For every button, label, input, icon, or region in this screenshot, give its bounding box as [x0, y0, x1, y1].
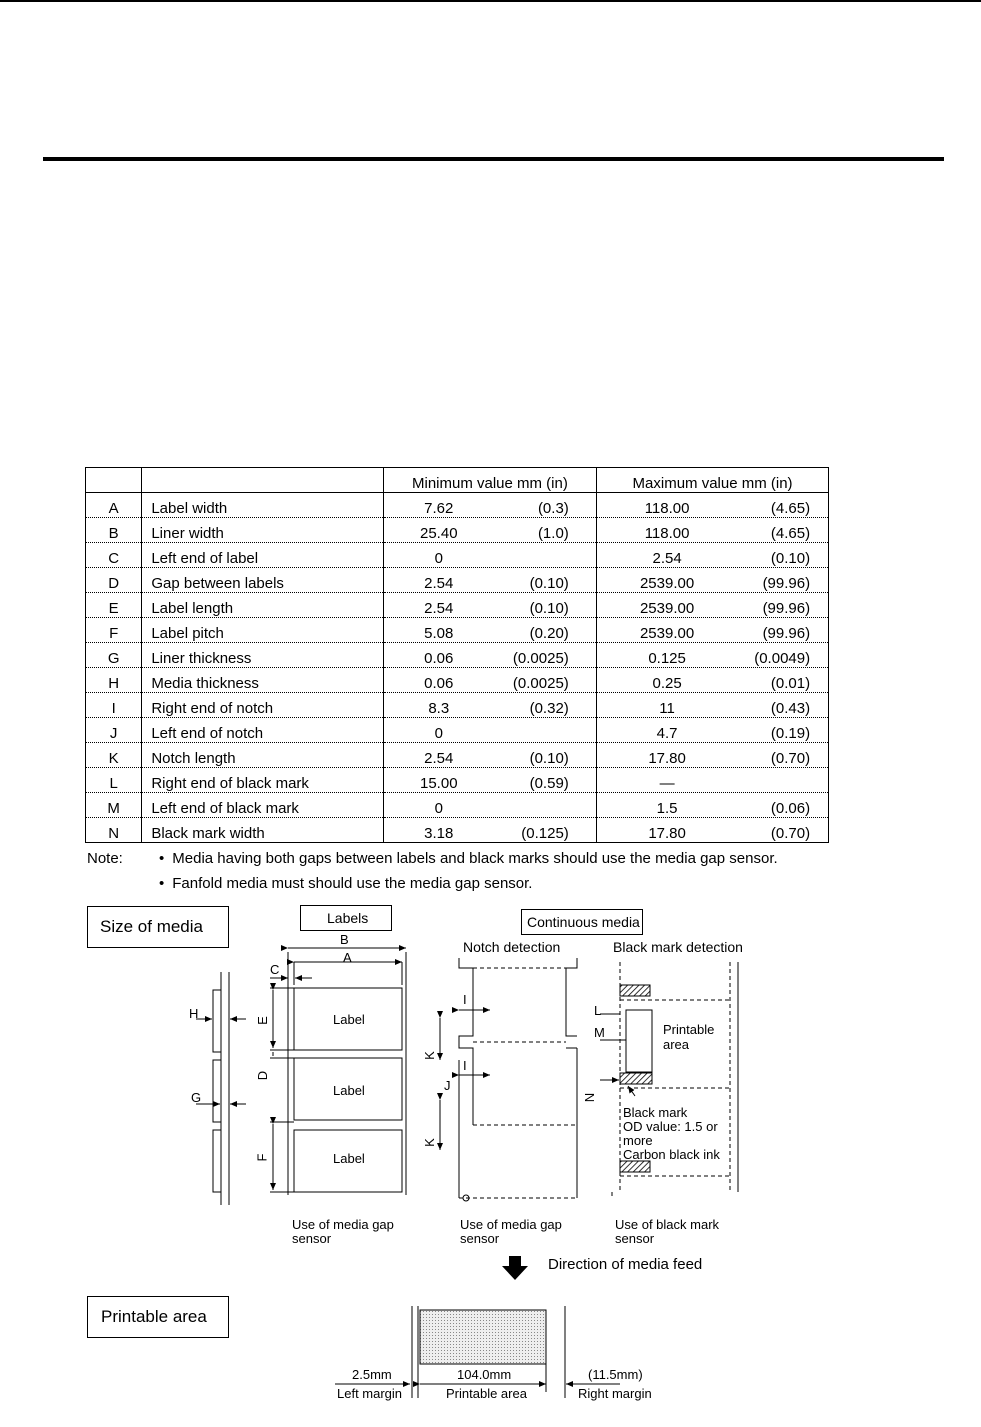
row-name-text: Notch length [151, 750, 236, 767]
max-mm: 17.80 [648, 750, 686, 767]
use-gap-2-b: sensor [460, 1231, 500, 1246]
min-mm: 2.54 [424, 575, 454, 592]
min-in: (0.3) [537, 500, 569, 517]
row-name-text: Right end of notch [151, 700, 274, 717]
row-id-text: J [109, 725, 118, 742]
max-in: (99.96) [762, 575, 811, 592]
row-id-text: B [108, 525, 119, 542]
printable-value: 104.0mm [457, 1367, 512, 1382]
max-in: (99.96) [762, 625, 811, 642]
letter-m: M [594, 1025, 605, 1040]
header-min: Minimum value mm (in) [383, 468, 596, 493]
black-mark-detection-label: Black mark detection [613, 939, 743, 955]
note-label: Note: [87, 850, 123, 867]
min-in: (0.10) [529, 600, 569, 617]
max-mm: 118.00 [644, 525, 690, 542]
row-name-text: Label length [151, 600, 234, 617]
letter-l: L [594, 1003, 602, 1018]
max-mm: 2539.00 [639, 575, 695, 592]
row-name-text: Right end of black mark [151, 775, 309, 792]
min-mm: 15.00 [420, 775, 458, 792]
min-mm: 2.54 [424, 600, 454, 617]
max-in: (0.43) [770, 700, 811, 717]
max-mm: 4.7 [656, 725, 678, 742]
row-id-text: I [111, 700, 116, 717]
letter-i2: I [463, 1058, 467, 1073]
letter-d: D [255, 1070, 271, 1081]
min-mm: 0 [434, 800, 443, 817]
max-mm: 2539.00 [639, 600, 695, 617]
row-id-text: K [108, 750, 119, 767]
min-mm: 0.06 [424, 650, 454, 667]
notch-media [440, 958, 577, 1201]
row-id-text: G [107, 650, 120, 667]
max-mm: 118.00 [644, 500, 690, 517]
printable-area-title: Printable area [101, 1307, 207, 1326]
size-of-media-title: Size of media [100, 917, 203, 936]
continuous-media-title: Continuous media [527, 914, 640, 930]
label-2: Label [333, 1083, 365, 1098]
note-item: • Media having both gaps between labels and black marks should use the media gap sensor. [159, 846, 859, 871]
min-in: (0.10) [529, 750, 569, 767]
header-max: Maximum value mm (in) [597, 468, 829, 493]
row-name-text: Label pitch [151, 625, 224, 642]
letter-k: K [421, 1051, 437, 1060]
printable-area-box [87, 1296, 229, 1338]
labels-box [300, 905, 392, 931]
use-black-b: sensor [615, 1231, 655, 1246]
left-margin-label: Left margin [337, 1386, 403, 1401]
row-name-text: Liner width [151, 525, 224, 542]
min-mm: 0 [434, 725, 443, 742]
labels-title: Labels [327, 910, 369, 926]
min-in: (0.0025) [512, 650, 569, 667]
row-id-text: H [108, 675, 120, 692]
max-mm: 1.5 [656, 800, 678, 817]
row-name-text: Gap between labels [151, 575, 284, 592]
max-in: (0.06) [770, 800, 811, 817]
min-in: (0.32) [529, 700, 569, 717]
black-mark-desc-1: Black mark [623, 1105, 688, 1120]
row-id-text: D [108, 575, 120, 592]
row-id-text: M [107, 800, 120, 817]
max-in: (0.19) [770, 725, 811, 742]
black-mark-desc-3: more [623, 1133, 653, 1148]
black-mark-desc-2: OD value: 1.5 or [623, 1119, 718, 1134]
letter-i: I [463, 992, 467, 1007]
use-gap-2-a: Use of media gap [460, 1217, 562, 1232]
printable-figure [335, 1306, 620, 1398]
letter-k2: K [421, 1138, 437, 1147]
right-margin-label: Right margin [578, 1386, 652, 1401]
min-in: (1.0) [537, 525, 569, 542]
max-mm: — [659, 775, 675, 792]
max-in: (4.65) [770, 525, 811, 542]
note-item: • Fanfold media must should use the media gap sensor. [159, 871, 859, 896]
min-in: (0.20) [529, 625, 569, 642]
row-id-text: A [108, 500, 119, 517]
printable-text-2: area [663, 1037, 690, 1052]
printable-text-1: Printable [663, 1022, 715, 1037]
black-mark-desc-4: Carbon black ink [623, 1147, 720, 1162]
down-arrow-icon [502, 1256, 528, 1280]
continuous-media-box [521, 909, 643, 935]
max-mm: 0.25 [652, 675, 682, 692]
use-gap-1-b: sensor [292, 1231, 332, 1246]
row-name-text: Left end of black mark [151, 800, 299, 817]
row-id-text: N [108, 825, 120, 842]
row-id-text: F [109, 625, 119, 642]
max-in: (4.65) [770, 500, 811, 517]
left-margin-value: 2.5mm [352, 1367, 392, 1382]
min-in: (0.59) [529, 775, 569, 792]
label-3: Label [333, 1151, 365, 1166]
max-mm: 0.125 [648, 650, 686, 667]
letter-c: C [270, 962, 280, 977]
right-margin-value: (11.5mm) [588, 1367, 643, 1382]
max-in: (0.10) [770, 550, 811, 567]
min-mm: 3.18 [424, 825, 454, 842]
min-mm: 25.40 [420, 525, 458, 542]
row-name-text: Label width [151, 500, 228, 517]
max-mm: 11 [659, 700, 675, 717]
row-name-text: Left end of label [151, 550, 259, 567]
letter-e: E [254, 1016, 270, 1025]
min-mm: 2.54 [424, 750, 454, 767]
label-1: Label [333, 1012, 365, 1027]
notch-detection-label: Notch detection [463, 939, 561, 955]
max-mm: 2539.00 [639, 625, 695, 642]
use-gap-1-a: Use of media gap [292, 1217, 394, 1232]
row-name-text: Media thickness [151, 675, 259, 692]
letter-f: F [254, 1153, 270, 1162]
letter-j: J [444, 1078, 451, 1093]
row-id-text: E [108, 600, 119, 617]
min-mm: 5.08 [424, 625, 454, 642]
min-mm: 7.62 [424, 500, 454, 517]
use-black-a: Use of black mark [615, 1217, 720, 1232]
max-in: (0.0049) [754, 650, 811, 667]
min-in: (0.10) [529, 575, 569, 592]
max-in: (0.70) [770, 750, 811, 767]
max-mm: 2.54 [652, 550, 682, 567]
row-name-text: Liner thickness [151, 650, 252, 667]
letter-h: H [189, 1006, 199, 1021]
size-of-media-box [87, 906, 229, 948]
max-in: (0.70) [770, 825, 811, 842]
row-name-text: Black mark width [151, 825, 265, 842]
min-in: (0.0025) [512, 675, 569, 692]
letter-a: A [343, 950, 352, 965]
direction-label: Direction of media feed [548, 1256, 703, 1273]
min-mm: 8.3 [428, 700, 450, 717]
min-mm: 0 [434, 550, 443, 567]
letter-n: N [582, 1092, 598, 1103]
letter-g: G [191, 1090, 202, 1105]
max-mm: 17.80 [648, 825, 686, 842]
letter-b: B [340, 932, 349, 947]
side-profile [196, 972, 246, 1205]
row-name-text: Left end of notch [151, 725, 264, 742]
printable-area-label: Printable area [446, 1386, 527, 1401]
min-mm: 0.06 [424, 675, 454, 692]
max-in: (99.96) [762, 600, 811, 617]
max-in: (0.01) [770, 675, 811, 692]
min-in: (0.125) [521, 825, 569, 842]
row-id-text: C [108, 550, 120, 567]
row-id-text: L [109, 775, 118, 792]
